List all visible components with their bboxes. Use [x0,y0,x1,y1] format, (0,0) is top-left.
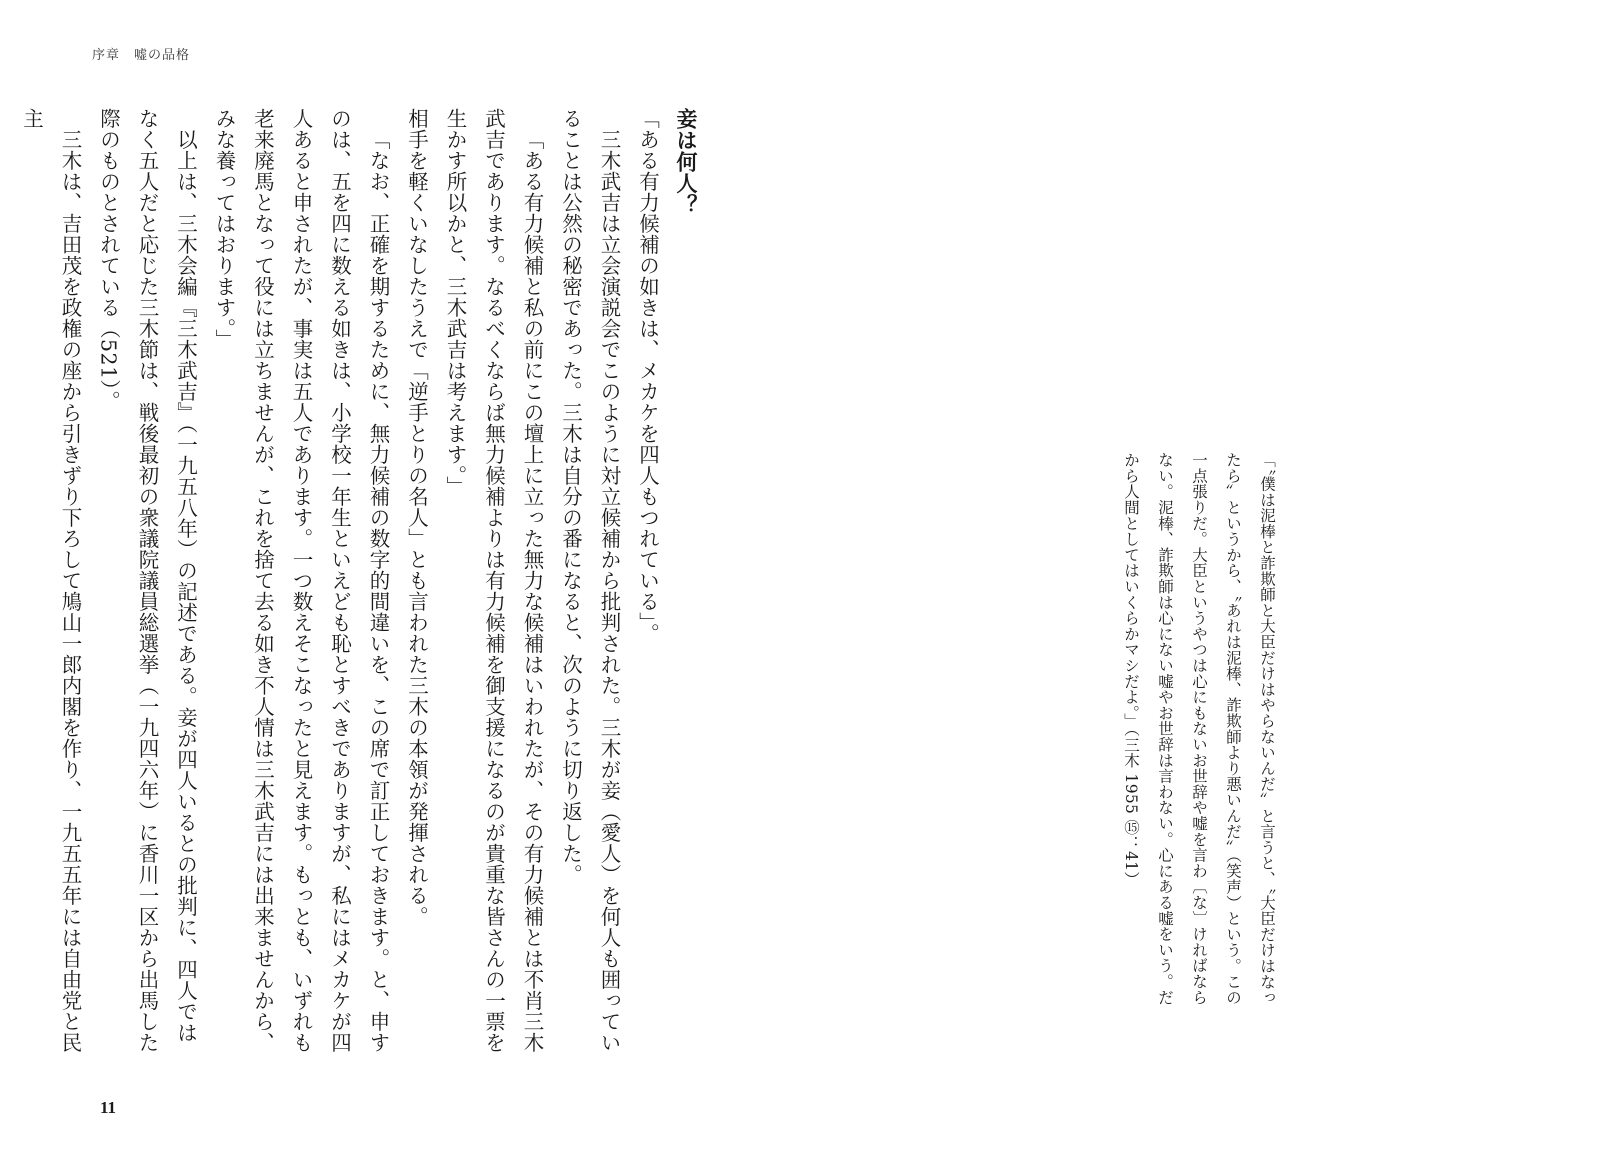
paragraph-reply-quote-1: 「ある有力候補と私の前にこの壇上に立った無力な候補はいわれたが、その有力候補とは不肖三木武吉であります。なるべくならば無力候補よりは有力候補を御支援になるのが貴重な皆さんの一票を生かす所以かと、三木武吉は考えます。」 [443,108,544,1053]
main-text-column [12,108,705,1056]
paragraph-source: 以上は、三木会編『三木武吉』（一九五八年）の記述である。妾が四人いるとの批判に、四人ではなく五人だと応じた三木節は、戦後最初の衆議院議員総選挙（一九四六年）に香川一区から出馬した際のものとされている（521）。 [96,108,198,1053]
section-heading: 妾は何人？ [674,108,698,216]
paragraph-commentary: 相手を軽くいなしたうえで「逆手とりの名人」とも言われた三木の本領が発揮される。 [404,108,429,927]
page-number: 11 [100,1098,117,1117]
block-quote-text: 「〝僕は泥棒と詐欺師と大臣だけはやらないんだ〟と言うと、〝大臣だけはなったら〟というから、〝あれは泥棒、詐欺師より悪いんだ〟（笑声）という。この一点張りだ。大臣というやつは心にもないお世辞や嘘を言わ〔な〕ければならない。泥棒、詐欺師は心にない嘘やお世辞は言わない。心にある嘘をいう。だから人間としてはいくらかマシだよ。」（三木 1955 ⑮：41） [1122,452,1276,1006]
running-header: 序章 嘘の品格 [92,48,191,63]
paragraph-continuation: 三木は、吉田茂を政権の座から引きずり下ろして鳩山一郎内閣を作り、一九五五年には自由党と民主 [19,108,82,1053]
paragraph-reply-quote-2: 「なお、正確を期するために、無力候補の数字的間違いを、この席で訂正しておきます。と、申すのは、五を四に数える如きは、小学校一年生といえども恥とすべきでありますが、私にはメカケが四人あると申されたが、事実は五人であります。一つ数えそこなったと見えます。もっとも、いずれも老来廃馬となって役には立ちませんが、これを捨て去る如き不人情は三木武吉には出来ませんから、みな養ってはおります。」 [212,108,390,1053]
paragraph-accusation-quote: 「ある有力候補の如きは、メカケを四人もつれている」。 [635,108,660,644]
paragraph-context: 三木武吉は立会演説会でこのように対立候補から批判された。三木が妾（愛人）を何人も囲っていることは公然の秘密であった。三木は自分の番になると、次のように切り返した。 [558,108,621,1053]
block-quote [1114,452,1284,1018]
